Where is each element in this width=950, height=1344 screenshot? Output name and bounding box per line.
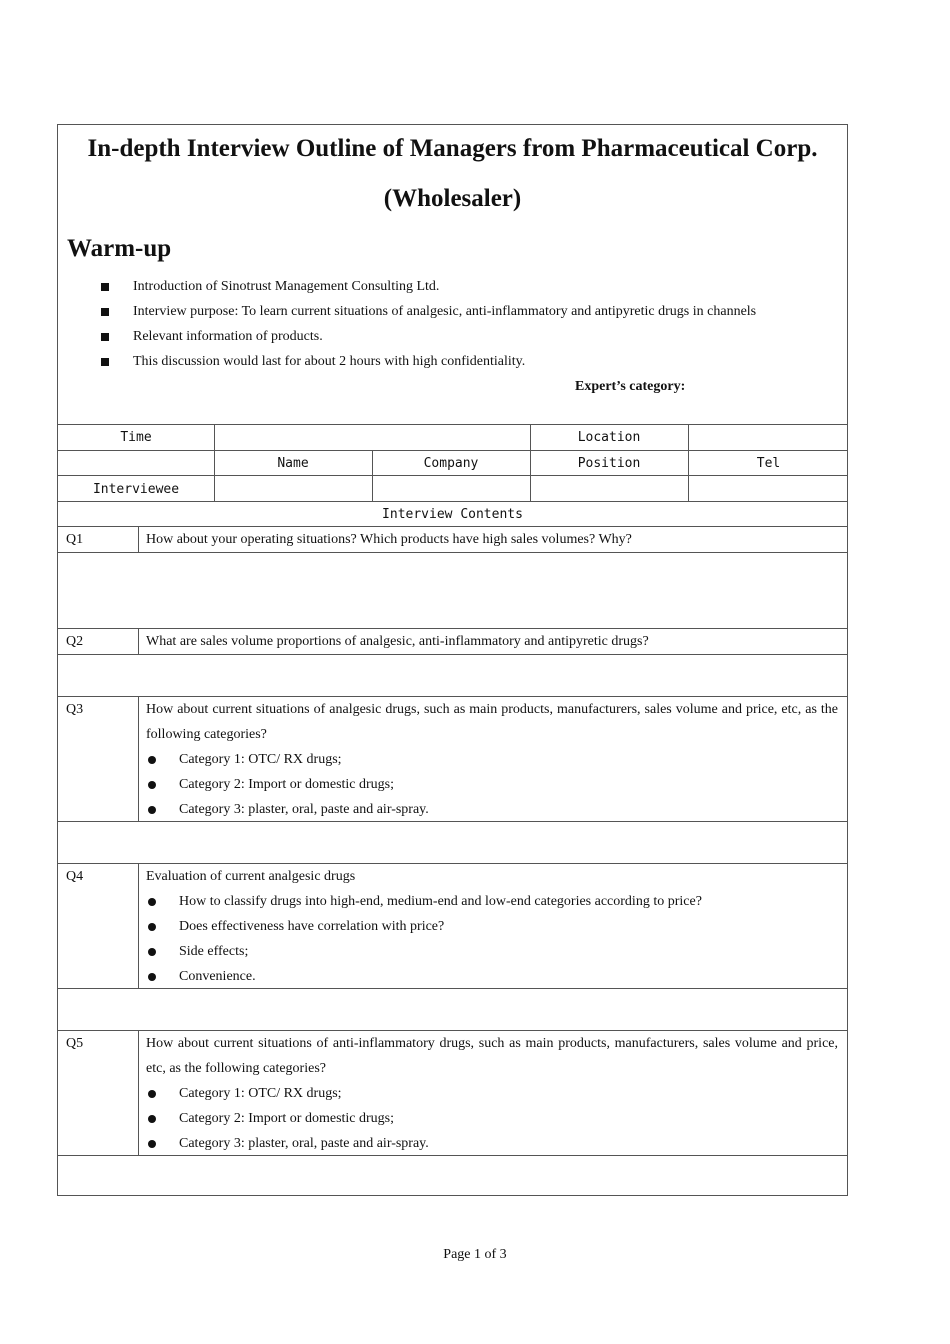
question-text: How about current situations of analgesic drugs, such as main products, manufacturers, sales volume and price, etc, as the following categories?: [146, 702, 838, 742]
table-rule: [138, 526, 139, 552]
square-bullet-icon: [101, 283, 109, 291]
table-rule: [58, 654, 847, 655]
list-item: How to classify drugs into high-end, medium-end and low-end categories according to price?: [146, 889, 838, 914]
table-rule: [138, 628, 139, 654]
list-item: Category 2: Import or domestic drugs;: [146, 1106, 838, 1131]
round-bullet-icon: [148, 781, 156, 789]
list-item: Category 1: OTC/ RX drugs;: [146, 1081, 838, 1106]
question-block: [146, 864, 838, 989]
question-block: [146, 697, 838, 822]
list-item: Convenience.: [146, 964, 838, 989]
interview-contents-label: Interview Contents: [382, 507, 523, 522]
round-bullet-icon: [148, 898, 156, 906]
question-text: How about your operating situations? Which products have high sales volumes? Why?: [146, 532, 632, 547]
round-bullet-icon: [148, 1115, 156, 1123]
page-footer: Page 1 of 3: [443, 1247, 507, 1262]
round-bullet-icon: [148, 756, 156, 764]
question-text: Evaluation of current analgesic drugs: [146, 869, 356, 884]
warmup-item: Interview purpose: To learn current situations of analgesic, anti-inflammatory and antipyretic drugs in channels: [58, 302, 847, 327]
name-label: Name: [277, 456, 309, 471]
square-bullet-icon: [101, 333, 109, 341]
list-item: Does effectiveness have correlation with price?: [146, 914, 838, 939]
round-bullet-icon: [148, 1140, 156, 1148]
question-id: Q5: [66, 1036, 84, 1051]
warmup-item: This discussion would last for about 2 hours with high confidentiality.: [58, 352, 847, 377]
square-bullet-icon: [101, 358, 109, 366]
question-id: Q2: [66, 634, 84, 649]
list-item: Category 3: plaster, oral, paste and air-spray.: [146, 1131, 838, 1156]
question-id: Q4: [66, 869, 84, 884]
round-bullet-icon: [148, 1090, 156, 1098]
list-item: Side effects;: [146, 939, 838, 964]
question-block: [146, 1031, 838, 1156]
table-rule: [58, 552, 847, 553]
round-bullet-icon: [148, 806, 156, 814]
position-label: Position: [577, 456, 641, 471]
list-item: Category 1: OTC/ RX drugs;: [146, 747, 838, 772]
document-subtitle: (Wholesaler): [383, 185, 522, 212]
company-label: Company: [423, 456, 479, 471]
interviewee-label: Interviewee: [92, 482, 180, 497]
round-bullet-icon: [148, 973, 156, 981]
question-text: What are sales volume proportions of analgesic, anti-inflammatory and antipyretic drugs?: [146, 634, 649, 649]
list-item: Category 3: plaster, oral, paste and air-spray.: [146, 797, 838, 822]
round-bullet-icon: [148, 948, 156, 956]
location-label: Location: [577, 430, 641, 445]
table-rule: [138, 863, 139, 988]
tel-label: Tel: [756, 456, 781, 471]
table-rule: [138, 696, 139, 821]
warmup-heading: Warm-up: [67, 235, 172, 262]
question-id: Q1: [66, 532, 84, 547]
list-item: Category 2: Import or domestic drugs;: [146, 772, 838, 797]
question-text: How about current situations of anti-inflammatory drugs, such as main products, manufacturers, sales volume and price, etc, as the following categories?: [146, 1036, 838, 1076]
expert-category-label: Expert’s category:: [575, 379, 686, 394]
warmup-list: [58, 277, 847, 377]
document-frame: [57, 124, 848, 1196]
table-rule: [138, 1030, 139, 1155]
document-title: In-depth Interview Outline of Managers from Pharmaceutical Corp.: [87, 135, 818, 162]
time-label: Time: [120, 430, 152, 445]
square-bullet-icon: [101, 308, 109, 316]
question-id: Q3: [66, 702, 84, 717]
warmup-item: Relevant information of products.: [58, 327, 847, 352]
warmup-item: Introduction of Sinotrust Management Consulting Ltd.: [58, 277, 847, 302]
round-bullet-icon: [148, 923, 156, 931]
